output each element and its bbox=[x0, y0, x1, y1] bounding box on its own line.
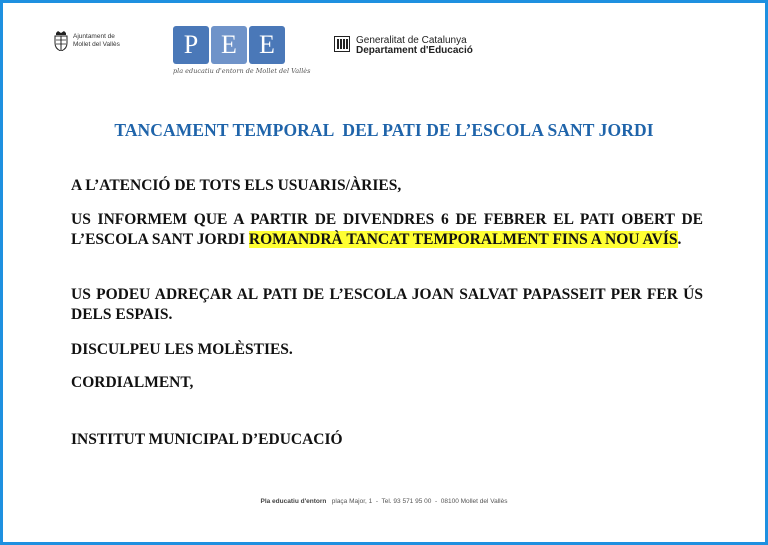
generalitat-line-2: Departament d'Educació bbox=[356, 45, 473, 56]
apology: DISCULPEU LES MOLÈSTIES. bbox=[71, 341, 293, 358]
ajuntament-logo bbox=[53, 31, 120, 51]
pee-letter-e1: E bbox=[211, 26, 247, 64]
notice-highlight: ROMANDRÀ TANCAT TEMPORALMENT FINS A NOU AVÍS bbox=[248, 231, 678, 248]
pee-letter-e2: E bbox=[249, 26, 285, 64]
notice-text: US INFORMEM QUE A PARTIR DE DIVENDRES 6 DE FEBRER EL PATI OBERT DE L’ESCOLA SANT JORDI bbox=[71, 211, 703, 248]
ajuntament-line-1: Ajuntament de bbox=[73, 33, 115, 40]
generalitat-logo bbox=[334, 36, 473, 56]
closing: CORDIALMENT, bbox=[71, 374, 194, 391]
document-title: TANCAMENT TEMPORAL DEL PATI DE L’ESCOLA SANT JORDI bbox=[114, 120, 654, 140]
footer-details: plaça Major, 1 - Tel. 93 571 95 00 - 08100 Mollet del Vallès bbox=[326, 498, 508, 505]
ajuntament-line-2: Mollet del Vallès bbox=[73, 41, 120, 48]
greeting: A L’ATENCIÓ DE TOTS ELS USUARIS/ÀRIES, bbox=[71, 177, 402, 194]
generalitat-line-1: Generalitat de Catalunya bbox=[356, 35, 467, 46]
coat-of-arms-icon bbox=[53, 31, 69, 51]
notice-end: . bbox=[677, 231, 682, 248]
generalitat-emblem-icon bbox=[334, 36, 350, 52]
pee-caption: pla educatiu d'entorn de Mollet del Vallès bbox=[173, 67, 311, 75]
alternative-paragraph: US PODEU ADREÇAR AL PATI DE L’ESCOLA JOAN SALVAT PAPASSEIT PER FER ÚS DELS ESPAIS. bbox=[71, 286, 703, 323]
pee-letter-p: P bbox=[173, 26, 209, 64]
notice-paragraph bbox=[71, 210, 703, 250]
footer-name: Pla educatiu d'entorn bbox=[260, 498, 327, 505]
signature: INSTITUT MUNICIPAL D’EDUCACIÓ bbox=[71, 431, 343, 448]
footer bbox=[3, 498, 765, 505]
pee-logo bbox=[173, 26, 311, 84]
